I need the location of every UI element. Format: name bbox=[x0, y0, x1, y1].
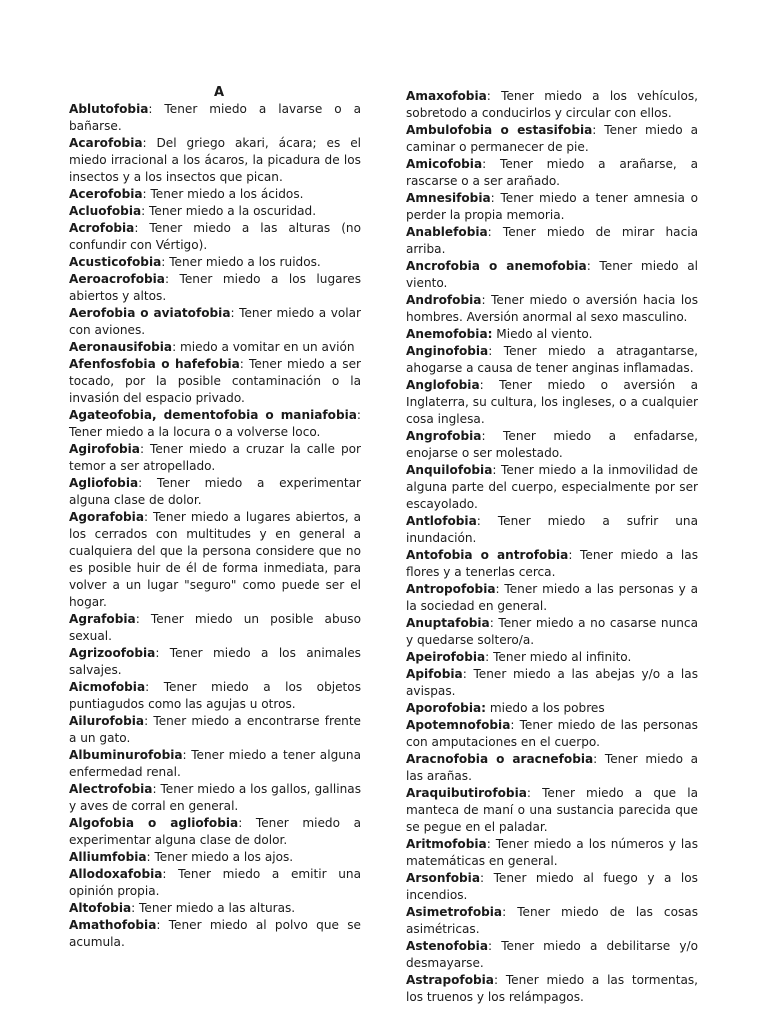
entry-definition: : Tener miedo a tener amnesia o perder la propia memoria. bbox=[406, 191, 698, 222]
entry-term: Ablutofobia bbox=[69, 102, 149, 116]
glossary-entry bbox=[69, 781, 361, 815]
entry-term: Arsonfobia bbox=[406, 871, 480, 885]
glossary-entry bbox=[406, 292, 698, 326]
entry-term: Ancrofobia o anemofobia bbox=[406, 259, 587, 273]
glossary-entry bbox=[69, 186, 361, 203]
entry-definition: : Tener miedo a los ácidos. bbox=[142, 187, 304, 201]
glossary-entry bbox=[406, 666, 698, 700]
entry-term: Amicofobia bbox=[406, 157, 483, 171]
glossary-entry bbox=[69, 849, 361, 866]
entry-term: Antropofobia bbox=[406, 582, 496, 596]
entry-definition: : Del griego akari, ácara; es el miedo irracional a los ácaros, la picadura de los insectos y a los insectos que pican. bbox=[69, 136, 361, 184]
entry-term: Anablefobia bbox=[406, 225, 488, 239]
entry-definition: : Tener miedo a atragantarse, ahogarse a causa de tener anginas inflamadas. bbox=[406, 344, 698, 375]
entry-definition: : Tener miedo a lugares abiertos, a los cerrados con multitudes y en general a cualquiera del que la persona considere que no es posible huir de él de forma inmediata, para volver a un lugar "seguro" como puede ser el hogar. bbox=[69, 510, 361, 609]
glossary-entry bbox=[69, 611, 361, 645]
glossary-entry bbox=[69, 254, 361, 271]
entry-term: Albuminurofobia bbox=[69, 748, 183, 762]
glossary-entry bbox=[406, 581, 698, 615]
entry-term: Agorafobia bbox=[69, 510, 144, 524]
entry-term: Acerofobia bbox=[69, 187, 143, 201]
glossary-entry bbox=[69, 475, 361, 509]
section-heading: A bbox=[213, 85, 225, 100]
entry-term: Aritmofobia bbox=[406, 837, 487, 851]
entry-term: Antlofobia bbox=[406, 514, 477, 528]
glossary-entry bbox=[69, 101, 361, 135]
glossary-entry bbox=[69, 407, 361, 441]
glossary-entry bbox=[406, 785, 698, 836]
entry-term: Asimetrofobia bbox=[406, 905, 503, 919]
entry-term: Acusticofobia bbox=[69, 255, 162, 269]
entry-definition: : Tener miedo a la inmovilidad de alguna parte del cuerpo, especialmente por ser escayolado. bbox=[406, 463, 698, 511]
glossary-entry bbox=[69, 305, 361, 339]
entry-term: Agirofobia bbox=[69, 442, 140, 456]
entry-term: Agliofobia bbox=[69, 476, 139, 490]
glossary-entry bbox=[406, 836, 698, 870]
glossary-entry bbox=[406, 428, 698, 462]
entry-term: Aporofobia: bbox=[406, 701, 486, 715]
entry-term: Aeronausifobia bbox=[69, 340, 173, 354]
entry-term: Aerofobia o aviatofobia bbox=[69, 306, 231, 320]
entry-term: Amathofobia bbox=[69, 918, 157, 932]
entry-definition: : Tener miedo a tener alguna enfermedad renal. bbox=[69, 748, 361, 779]
entry-definition: : Tener miedo a volar con aviones. bbox=[69, 306, 362, 337]
entry-definition: : Tener miedo al infinito. bbox=[485, 650, 632, 664]
glossary-entry bbox=[69, 815, 361, 849]
entry-term: Angrofobia bbox=[406, 429, 482, 443]
entry-definition: : Tener miedo a no casarse nunca y quedarse soltero/a. bbox=[406, 616, 698, 647]
glossary-entry bbox=[406, 88, 698, 122]
glossary-entry bbox=[406, 122, 698, 156]
entry-definition: : Tener miedo a ser tocado, por la posible contaminación o la invasión del espacio privado. bbox=[69, 357, 361, 405]
glossary-entry bbox=[406, 938, 698, 972]
entry-definition: : Tener miedo a los lugares abiertos y altos. bbox=[69, 272, 361, 303]
entry-term: Apifobia bbox=[406, 667, 463, 681]
glossary-entry bbox=[406, 615, 698, 649]
entry-term: Agrafobia bbox=[69, 612, 136, 626]
glossary-entry bbox=[69, 679, 361, 713]
glossary-entry bbox=[406, 972, 698, 1006]
entry-definition: : Tener miedo a los animales salvajes. bbox=[69, 646, 361, 677]
entry-term: Aeroacrofobia bbox=[69, 272, 165, 286]
entry-term: Anglofobia bbox=[406, 378, 480, 392]
entry-term: Algofobia o agliofobia bbox=[69, 816, 239, 830]
entry-definition: : Tener miedo a la locura o a volverse loco. bbox=[69, 408, 361, 439]
entry-term: Astenofobia bbox=[406, 939, 488, 953]
glossary-entry bbox=[69, 220, 361, 254]
entry-definition: : Tener miedo a debilitarse y/o desmayarse. bbox=[406, 939, 698, 970]
entry-definition: : Tener miedo al polvo que se acumula. bbox=[69, 918, 361, 949]
entry-term: Amaxofobia bbox=[406, 89, 487, 103]
entry-term: Alectrofobia bbox=[69, 782, 153, 796]
glossary-entry bbox=[69, 356, 361, 407]
glossary-entry bbox=[69, 747, 361, 781]
entry-definition: : Tener miedo de mirar hacia arriba. bbox=[406, 225, 698, 256]
entry-definition: : Tener miedo a las arañas. bbox=[406, 752, 698, 783]
entry-definition: : Tener miedo a los vehículos, sobretodo a conducirlos y circular con ellos. bbox=[406, 89, 698, 120]
glossary-entry bbox=[406, 513, 698, 547]
entry-definition: : Tener miedo a los objetos puntiagudos como las agujas u otros. bbox=[69, 680, 361, 711]
entry-definition: : Tener miedo a las alturas (no confundir con Vértigo). bbox=[69, 221, 361, 252]
entry-definition: : Tener miedo a los gallos, gallinas y aves de corral en general. bbox=[69, 782, 361, 813]
left-column bbox=[69, 84, 361, 951]
glossary-entry bbox=[69, 917, 361, 951]
entry-definition: : Tener miedo a las alturas. bbox=[131, 901, 296, 915]
entry-definition: : Tener miedo o aversión hacia los hombres. Aversión anormal al sexo masculino. bbox=[406, 293, 698, 324]
glossary-entry bbox=[69, 713, 361, 747]
entry-term: Aicmofobia bbox=[69, 680, 146, 694]
glossary-entry bbox=[406, 326, 698, 343]
entry-definition: Miedo al viento. bbox=[492, 327, 593, 341]
glossary-entry bbox=[406, 547, 698, 581]
entry-definition: : Tener miedo a cruzar la calle por temor a ser atropellado. bbox=[69, 442, 361, 473]
entry-definition: : Tener miedo a que la manteca de maní o una sustancia parecida que se pegue en el paladar. bbox=[406, 786, 698, 834]
entry-term: Aracnofobia o aracnefobia bbox=[406, 752, 594, 766]
entry-term: Anginofobia bbox=[406, 344, 489, 358]
glossary-entry bbox=[406, 156, 698, 190]
glossary-entry bbox=[406, 190, 698, 224]
glossary-entry bbox=[406, 462, 698, 513]
glossary-entry bbox=[406, 343, 698, 377]
glossary-entry bbox=[406, 700, 698, 717]
glossary-entry bbox=[406, 224, 698, 258]
entry-definition: : Tener miedo a las abejas y/o a las avispas. bbox=[406, 667, 698, 698]
right-entry-list bbox=[406, 88, 698, 1006]
glossary-entry bbox=[69, 135, 361, 186]
entry-definition: : Tener miedo un posible abuso sexual. bbox=[69, 612, 361, 643]
entry-term: Apotemnofobia bbox=[406, 718, 511, 732]
entry-definition: : Tener miedo a los ajos. bbox=[146, 850, 294, 864]
glossary-entry bbox=[406, 258, 698, 292]
right-column bbox=[406, 88, 698, 1006]
entry-definition: : Tener miedo a arañarse, a rascarse o a ser arañado. bbox=[406, 157, 698, 188]
entry-term: Acluofobia bbox=[69, 204, 142, 218]
entry-definition: : Tener miedo de las cosas asimétricas. bbox=[406, 905, 698, 936]
entry-term: Apeirofobia bbox=[406, 650, 486, 664]
entry-definition: : Tener miedo al viento. bbox=[406, 259, 698, 290]
glossary-entry bbox=[406, 649, 698, 666]
entry-definition: : miedo a vomitar en un avión bbox=[172, 340, 355, 354]
glossary-entry bbox=[69, 203, 361, 220]
glossary-entry bbox=[69, 645, 361, 679]
entry-definition: : Tener miedo a las tormentas, los truenos y los relámpagos. bbox=[406, 973, 698, 1004]
entry-term: Acrofobia bbox=[69, 221, 135, 235]
entry-definition: : Tener miedo de las personas con amputaciones en el cuerpo. bbox=[406, 718, 698, 749]
entry-term: Acarofobia bbox=[69, 136, 143, 150]
entry-term: Agrizoofobia bbox=[69, 646, 156, 660]
entry-term: Ambulofobia o estasifobia bbox=[406, 123, 593, 137]
entry-definition: : Tener miedo a los números y las matemáticas en general. bbox=[406, 837, 698, 868]
entry-term: Anquilofobia bbox=[406, 463, 493, 477]
entry-definition: : Tener miedo a la oscuridad. bbox=[141, 204, 317, 218]
entry-term: Astrapofobia bbox=[406, 973, 494, 987]
entry-term: Androfobia bbox=[406, 293, 482, 307]
glossary-entry bbox=[69, 900, 361, 917]
entry-definition: : Tener miedo a experimentar alguna clase de dolor. bbox=[69, 816, 361, 847]
glossary-entry bbox=[69, 271, 361, 305]
entry-definition: : Tener miedo a sufrir una inundación. bbox=[406, 514, 698, 545]
entry-definition: : Tener miedo a los ruidos. bbox=[161, 255, 321, 269]
entry-definition: : Tener miedo a las personas y a la sociedad en general. bbox=[406, 582, 698, 613]
entry-term: Araquibutirofobia bbox=[406, 786, 527, 800]
glossary-entry bbox=[69, 339, 361, 356]
entry-definition: : Tener miedo a emitir una opinión propia. bbox=[69, 867, 361, 898]
entry-definition: : Tener miedo al fuego y a los incendios. bbox=[406, 871, 698, 902]
entry-term: Altofobia bbox=[69, 901, 132, 915]
entry-term: Antofobia o antrofobia bbox=[406, 548, 569, 562]
entry-term: Agateofobia, dementofobia o maniafobia bbox=[69, 408, 357, 422]
entry-definition: miedo a los pobres bbox=[485, 701, 605, 715]
glossary-entry bbox=[69, 509, 361, 611]
entry-term: Alliumfobia bbox=[69, 850, 147, 864]
entry-definition: : Tener miedo a encontrarse frente a un gato. bbox=[69, 714, 361, 745]
entry-definition: : Tener miedo a enfadarse, enojarse o ser molestado. bbox=[406, 429, 698, 460]
entry-definition: : Tener miedo a experimentar alguna clase de dolor. bbox=[69, 476, 361, 507]
left-entry-list bbox=[69, 101, 361, 951]
entry-term: Anemofobia: bbox=[406, 327, 493, 341]
entry-definition: : Tener miedo a caminar o permanecer de pie. bbox=[406, 123, 698, 154]
entry-definition: : Tener miedo a las flores y a tenerlas cerca. bbox=[406, 548, 698, 579]
glossary-entry bbox=[406, 717, 698, 751]
glossary-entry bbox=[69, 866, 361, 900]
entry-term: Anuptafobia bbox=[406, 616, 490, 630]
glossary-entry bbox=[69, 441, 361, 475]
entry-definition: : Tener miedo a lavarse o a bañarse. bbox=[69, 102, 361, 133]
entry-term: Amnesifobia bbox=[406, 191, 491, 205]
glossary-entry bbox=[406, 870, 698, 904]
glossary-entry bbox=[406, 377, 698, 428]
glossary-entry bbox=[406, 904, 698, 938]
glossary-entry bbox=[406, 751, 698, 785]
entry-term: Allodoxafobia bbox=[69, 867, 163, 881]
entry-term: Afenfosfobia o hafefobia bbox=[69, 357, 240, 371]
entry-definition: : Tener miedo o aversión a Inglaterra, su cultura, los ingleses, o a cualquier cosa inglesa. bbox=[406, 378, 698, 426]
entry-term: Ailurofobia bbox=[69, 714, 145, 728]
